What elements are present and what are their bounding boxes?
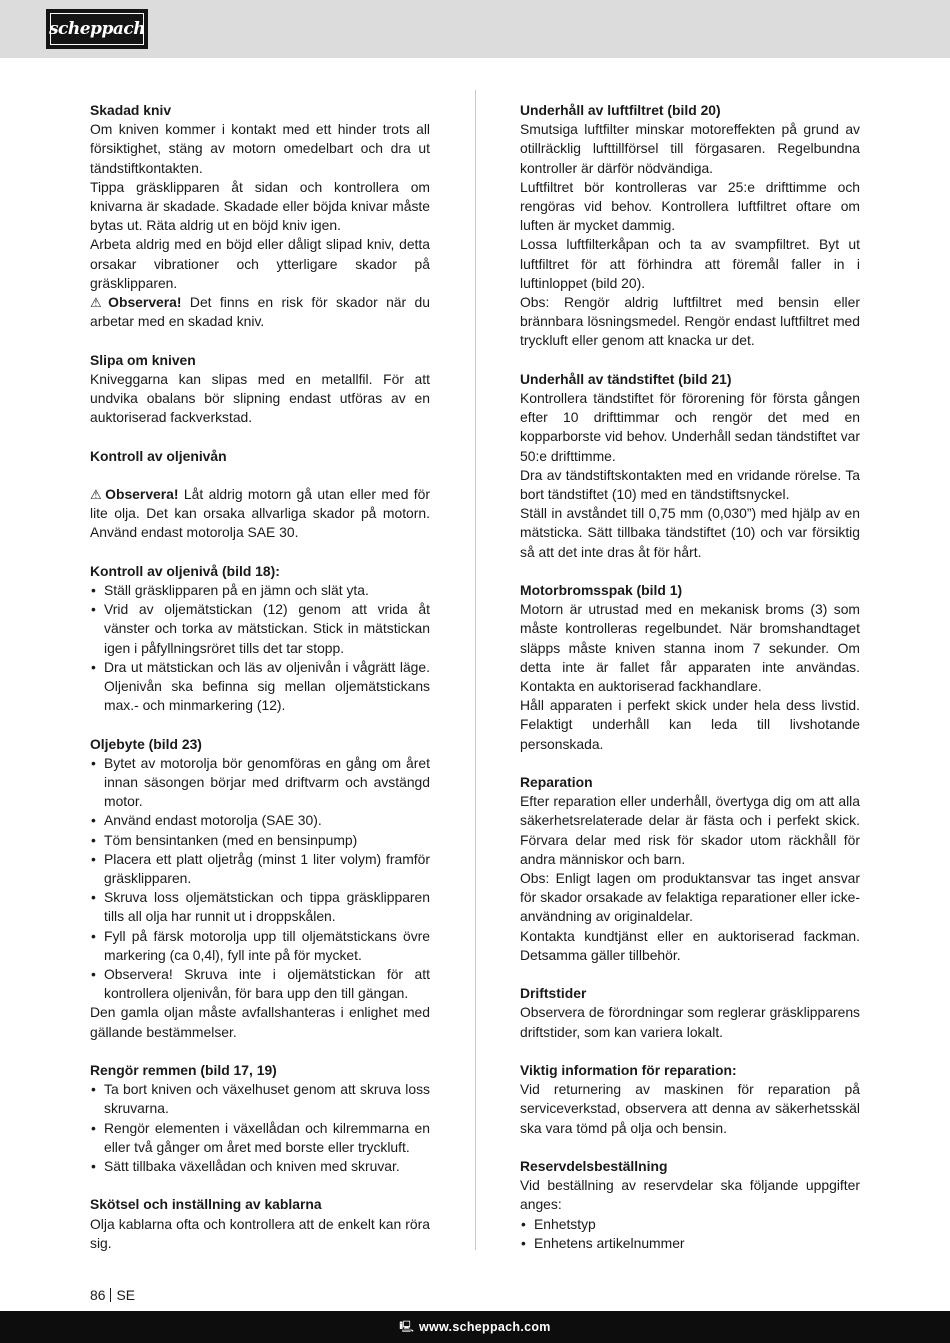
- section-title: Viktig information för reparation:: [520, 1062, 737, 1079]
- section-clean-belt: [90, 1061, 430, 1176]
- list-item: • Använd endast motorolja (SAE 30).: [90, 811, 430, 830]
- list-item: • Rengör elementen i växellådan och kilremmarna en eller två gånger om året med borste eller tryckluft.: [90, 1119, 430, 1157]
- section-title: Kontroll av oljenivån: [90, 447, 227, 464]
- footer-bar: [0, 1311, 950, 1343]
- paragraph: Håll apparaten i perfekt skick under hela dess livstid. Felaktigt underhåll kan leda till livshotande personskada.: [520, 697, 860, 752]
- paragraph: Dra av tändstiftskontakten med en vridande rörelse. Ta bort tändstiftet (10) med en tändstiftsnyckel.: [520, 466, 860, 503]
- section-engine-brake: [520, 581, 860, 754]
- brand-logo: [46, 9, 148, 49]
- section-air-filter: [520, 101, 860, 351]
- section-cable-care: [90, 1195, 430, 1253]
- section-title: Underhåll av luftfiltret (bild 20): [520, 102, 721, 118]
- bullet-list: [90, 581, 430, 715]
- section-oil-change: [90, 735, 430, 1042]
- list-item: • Placera ett platt oljetråg (minst 1 liter volym) framför gräsklipparen.: [90, 850, 430, 888]
- footer-separator: [110, 1288, 111, 1302]
- section-title: Underhåll av tändstiftet (bild 21): [520, 370, 732, 387]
- paragraph: Arbeta aldrig med en böjd eller dåligt slipad kniv, detta orsakar vibrationer och ytterligare skador på gräsklipparen.: [90, 236, 430, 291]
- section-title: Rengör remmen (bild 17, 19): [90, 1062, 277, 1079]
- warning-note: [90, 485, 430, 543]
- list-item: • Fyll på färsk motorolja upp till oljemätstickans övre markering (ca 0,4l), fyll inte på för mycket.: [90, 927, 430, 965]
- paragraph: Efter reparation eller underhåll, övertyga dig om att alla säkerhetsrelaterade delar är fästa och i perfekt skick. Förvara delar med risk för skador utom räckhåll för andra människor och barn.: [520, 793, 860, 867]
- section-repair: [520, 773, 860, 965]
- page-footer-number: [90, 1287, 135, 1303]
- page-number: 86: [90, 1287, 106, 1303]
- list-item: • Töm bensintanken (med en bensinpump): [90, 831, 430, 850]
- section-title: Reservdelsbeställning: [520, 1158, 668, 1175]
- column-divider: [475, 90, 476, 1250]
- bullet-list: [90, 1080, 430, 1176]
- page-header: [0, 0, 950, 58]
- language-code: SE: [116, 1287, 135, 1303]
- paragraph: Ställ in avståndet till 0,75 mm (0,030”) med hjälp av en mätsticka. Sätt tillbaka tändstiftet (10) och var försiktig så att det inte dras åt för hårt.: [520, 505, 860, 560]
- paragraph: Den gamla oljan måste avfallshanteras i enlighet med gällande bestämmelser.: [90, 1004, 430, 1040]
- logo-text: scheppach: [48, 19, 146, 39]
- section-sharpen-blade: [90, 351, 430, 428]
- warning-triangle-icon: ⚠: [90, 487, 104, 503]
- paragraph: Lossa luftfilterkåpan och ta av svampfiltret. Byt ut luftfiltret för att förhindra att föremål faller in i luftinloppet (bild 20).: [520, 236, 860, 291]
- paragraph: Observera de förordningar som reglerar gräsklipparens driftstider, som kan variera lokalt.: [520, 1004, 860, 1040]
- section-title: Skötsel och inställning av kablarna: [90, 1196, 322, 1213]
- section-repair-info: [520, 1061, 860, 1138]
- section-damaged-blade: [90, 101, 430, 331]
- list-item: • Ta bort kniven och växelhuset genom att skruva loss skruvarna.: [90, 1080, 430, 1118]
- paragraph: Vid beställning av reservdelar ska följande uppgifter anges:: [520, 1177, 860, 1213]
- website-link[interactable]: www.scheppach.com: [418, 1320, 551, 1334]
- list-item: • Ställ gräsklipparen på en jämn och slät yta.: [90, 581, 430, 600]
- paragraph: Vid returnering av maskinen för reparation på serviceverkstad, observera att denna av säkerhetsskäl ska vara tömd på olja och bensin.: [520, 1081, 860, 1136]
- section-title: Reparation: [520, 774, 593, 791]
- section-oil-warning: [90, 485, 430, 543]
- list-item: • Observera! Skruva inte i oljemätstickan för att kontrollera oljenivån, för bara upp den till gängan.: [90, 965, 430, 1003]
- paragraph: Luftfiltret bör kontrolleras var 25:e drifttimme och rengöras vid behov. Kontrollera luftfiltret oftare om luften är mycket dammig.: [520, 178, 860, 234]
- paragraph: Smutsiga luftfilter minskar motoreffekten på grund av otillräcklig lufttillförsel till förgasaren. Regelbundna kontroller är därför nödvändiga.: [520, 121, 860, 176]
- section-spare-parts: [520, 1157, 860, 1253]
- left-column: [90, 101, 430, 1253]
- list-item: • Vrid av oljemätstickan (12) genom att vrida åt vänster och torka av mätstickan. Stick in mätstickan igen i påfyllningsröret tills det tar stopp.: [90, 600, 430, 658]
- list-item: • Enhetstyp: [520, 1215, 860, 1234]
- list-item: • Sätt tillbaka växellådan och kniven med skruvar.: [90, 1157, 430, 1176]
- paragraph: Kontakta kundtjänst eller en auktoriserad fackman. Detsamma gäller tillbehör.: [520, 927, 860, 963]
- section-title: Kontroll av oljenivå (bild 18):: [90, 562, 280, 579]
- section-title: Oljebyte (bild 23): [90, 735, 202, 752]
- warning-text: Låt aldrig motorn gå utan eller med för lite olja. Det kan orsaka allvarliga skador på motorn. Använd endast motorolja SAE 30.: [90, 486, 430, 541]
- warning-label: Observera!: [108, 294, 182, 311]
- paragraph: Obs: Rengör aldrig luftfiltret med bensin eller brännbara lösningsmedel. Rengör endast luftfiltret med tryckluft eller genom att knacka ur det.: [520, 294, 860, 349]
- paragraph: Obs: Enligt lagen om produktansvar tas inget ansvar för skador orsakade av felaktiga reparationer eller icke-användning av originaldelar.: [520, 870, 860, 925]
- section-spark-plug: [520, 370, 860, 562]
- warning-triangle-icon: ⚠: [90, 295, 107, 311]
- section-title: Driftstider: [520, 985, 587, 1002]
- warning-text: Det finns en risk för skador när du arbetar med en skadad kniv.: [90, 294, 430, 330]
- list-item: • Dra ut mätstickan och läs av oljenivån i vågrätt läge. Oljenivån ska befinna sig mellan oljemätstickans max.- och minmarkering (12).: [90, 658, 430, 716]
- paragraph: Kontrollera tändstiftet för förorening för första gången efter 10 drifttimmar och rengör det med en kopparborste vid behov. Underhåll sedan tändstiftet var 50:e drifttimme.: [520, 390, 860, 464]
- section-title: Motorbromsspak (bild 1): [520, 582, 683, 599]
- section-operating-times: [520, 984, 860, 1042]
- paragraph: Tippa gräsklipparen åt sidan och kontrollera om knivarna är skadade. Skadade eller böjda knivar måste bytas ut. Räta aldrig ut en böjd kniv igen.: [90, 178, 430, 234]
- right-column: [520, 101, 860, 1253]
- warning-note: [90, 293, 430, 331]
- bullet-list: [520, 1215, 860, 1253]
- computer-icon: 🖳: [399, 1320, 414, 1333]
- section-oil-level-check: [90, 562, 430, 716]
- bullet-list: [90, 754, 430, 1004]
- paragraph: Motorn är utrustad med en mekanisk broms (3) som måste kontrolleras regelbundet. När bromshandtaget släpps måste kniven stanna inom 7 sekunder. Om detta inte är fallet får apparaten inte användas. Kontakta en auktoriserad fackhandlare.: [520, 601, 860, 695]
- list-item: • Bytet av motorolja bör genomföras en gång om året innan säsongen börjar med driftvarm och avstängd motor.: [90, 754, 430, 812]
- section-title: Slipa om kniven: [90, 351, 196, 368]
- list-item: • Enhetens artikelnummer: [520, 1234, 860, 1253]
- paragraph: Olja kablarna ofta och kontrollera att de enkelt kan röra sig.: [90, 1215, 430, 1251]
- paragraph: Kniveggarna kan slipas med en metallfil. För att undvika obalans bör slipning endast utföras av en auktoriserad fackverkstad.: [90, 370, 430, 426]
- warning-label: Observera!: [105, 486, 179, 503]
- list-item: • Skruva loss oljemätstickan och tippa gräsklipparen tills all olja har runnit ut i droppskålen.: [90, 888, 430, 926]
- section-title: Skadad kniv: [90, 102, 172, 118]
- section-oil-level-heading: [90, 447, 430, 466]
- paragraph: Om kniven kommer i kontakt med ett hinder trots all försiktighet, stäng av motorn omedelbart och dra ut tändstiftkontakten.: [90, 121, 430, 176]
